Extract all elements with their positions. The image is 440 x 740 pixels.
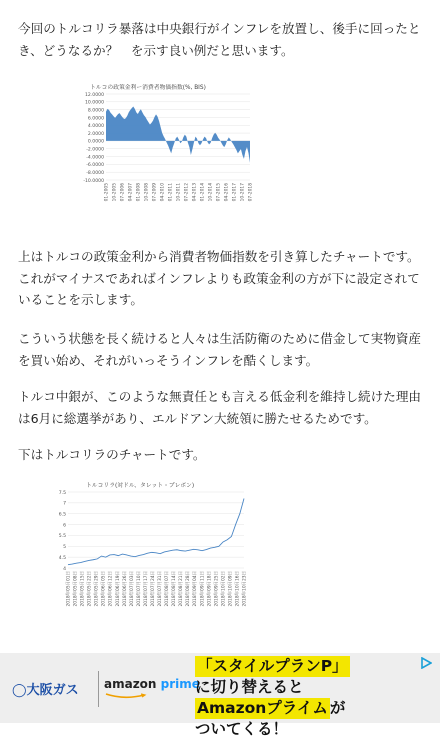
paragraph-intro: 今回のトルコリラ暴落は中央銀行がインフレを放置し、後手に回ったとき、どうなるか？ を示す良い例だと思います。	[18, 21, 421, 58]
ad-copy-switch: に切り替えると	[195, 678, 304, 696]
x-tick-label: 04-2010	[160, 183, 166, 202]
x-tick-label: 2018年07月17日	[143, 571, 149, 607]
x-tick-label: 10-2011	[176, 183, 182, 202]
amazon-prime-logo: amazon prime	[104, 677, 200, 691]
x-tick-label: 2018年10月23日	[242, 571, 248, 607]
x-tick-label: 2018年06月05日	[101, 571, 107, 607]
ad-copy-prime: Amazonプライム	[197, 699, 328, 717]
y-tick-label: 4.5	[58, 555, 66, 561]
series-area	[106, 107, 250, 163]
x-tick-label: 2018年09月25日	[214, 571, 220, 607]
x-tick-label: 2018年07月31日	[158, 571, 164, 607]
x-tick-label: 10-2008	[144, 183, 150, 202]
x-tick-label: 07-2018	[248, 183, 254, 202]
ad-copy-ga: が	[329, 699, 346, 717]
x-tick-label: 01-2014	[200, 183, 206, 202]
y-tick-label: 8.0000	[87, 108, 104, 114]
chart-title: トルコの政策金利ー消費者物価指数(%, BIS)	[90, 85, 206, 91]
lira-chart	[52, 478, 250, 630]
osaka-gas-logo: ◯大阪ガス	[12, 683, 79, 698]
ad-copy-plan: 「スタイルプランP」	[197, 657, 348, 675]
x-tick-label: 07-2015	[216, 183, 222, 202]
x-tick-label: 2018年07月03日	[129, 571, 135, 607]
x-tick-label: 2018年08月14日	[172, 571, 178, 607]
y-tick-label: 4.0000	[87, 124, 104, 130]
x-tick-label: 04-2016	[224, 183, 230, 202]
y-tick-label: 4	[63, 566, 66, 572]
y-tick-label: -8.0000	[86, 170, 104, 176]
x-tick-label: 2018年05月22日	[87, 571, 93, 607]
x-tick-label: 2018年10月02日	[221, 571, 227, 607]
y-tick-label: -2.0000	[86, 147, 104, 153]
x-tick-label: 10-2005	[112, 183, 118, 202]
x-tick-label: 07-2012	[184, 183, 190, 202]
y-tick-label: -6.0000	[86, 163, 104, 169]
y-tick-label: -4.0000	[86, 155, 104, 161]
x-tick-label: 04-2013	[192, 183, 198, 202]
paragraph-chart-explanation: 上はトルコの政策金利から消費者物価指数を引き算したチャートです。これがマイナスであればインフレよりも政策金利の方が下に設定されていることを示します。	[18, 249, 420, 307]
x-tick-label: 2018年07月24日	[150, 571, 156, 607]
paragraph-lira-intro: 下はトルコリラのチャートです。	[18, 447, 206, 462]
policy-rate-chart	[70, 80, 256, 208]
y-tick-label: -10.0000	[83, 178, 104, 184]
x-tick-label: 01-2008	[136, 183, 142, 202]
x-tick-label: 04-2007	[128, 183, 134, 202]
x-tick-label: 2018年06月12日	[108, 571, 114, 607]
y-tick-label: 10.0000	[85, 100, 104, 106]
x-tick-label: 2018年10月09日	[228, 571, 234, 607]
x-tick-label: 2018年07月10日	[136, 571, 142, 607]
paragraph-election: トルコ中銀が、このような無責任とも言える低金利を維持し続けた理由は6月に総選挙があり、エルドアン大統領に勝たせるためです。	[18, 389, 421, 426]
x-tick-label: 2018年10月16日	[235, 571, 241, 607]
y-tick-label: 0.0000	[87, 139, 104, 145]
y-tick-label: 12.0000	[85, 92, 104, 98]
ad-divider	[98, 671, 99, 707]
ad-copy	[195, 656, 420, 740]
x-tick-label: 07-2009	[152, 183, 158, 202]
x-tick-label: 2018年05月29日	[94, 571, 100, 607]
x-tick-label: 01-2005	[104, 183, 110, 202]
y-tick-label: 5	[63, 545, 66, 551]
x-tick-label: 2018年09月11日	[200, 571, 206, 607]
policy-rate-chart-svg	[70, 80, 256, 208]
x-tick-label: 2018年05月01日	[66, 571, 72, 607]
x-tick-label: 2018年09月04日	[193, 571, 199, 607]
x-tick-label: 2018年08月07日	[165, 571, 171, 607]
x-tick-label: 01-2011	[168, 183, 174, 202]
x-tick-label: 2018年08月28日	[186, 571, 192, 607]
x-tick-label: 10-2014	[208, 183, 214, 202]
x-tick-label: 2018年08月21日	[179, 571, 185, 607]
adchoices-icon[interactable]	[420, 657, 432, 669]
y-tick-label: 7	[63, 501, 66, 507]
ad-copy-included: ついてくる！	[195, 720, 289, 738]
y-tick-label: 6.0000	[87, 116, 104, 122]
x-tick-label: 2018年06月19日	[115, 571, 121, 607]
y-tick-label: 6.5	[58, 512, 66, 518]
y-tick-label: 6	[63, 523, 66, 529]
x-tick-label: 2018年05月15日	[80, 571, 86, 607]
x-tick-label: 2018年05月08日	[73, 571, 79, 607]
ad-banner[interactable]	[0, 653, 440, 738]
x-tick-label: 2018年06月26日	[122, 571, 128, 607]
x-tick-label: 2018年09月18日	[207, 571, 213, 607]
y-tick-label: 7.5	[58, 490, 66, 496]
x-tick-label: 07-2006	[120, 183, 126, 202]
lira-chart-svg	[52, 478, 250, 630]
chart-title: トルコリラ(対ドル、タレット・プレボン)	[86, 483, 195, 489]
paragraph-inflation: こういう状態を長く続けると人々は生活防衛のために借金して実物資産を買い始め、それがいっそうインフレを酷くします。	[18, 331, 421, 368]
amazon-smile-icon	[104, 693, 150, 699]
x-tick-label: 01-2017	[232, 183, 238, 202]
series-line	[68, 499, 244, 565]
x-tick-label: 10-2017	[240, 183, 246, 202]
y-tick-label: 5.5	[58, 534, 66, 540]
y-tick-label: 2.0000	[87, 131, 104, 137]
